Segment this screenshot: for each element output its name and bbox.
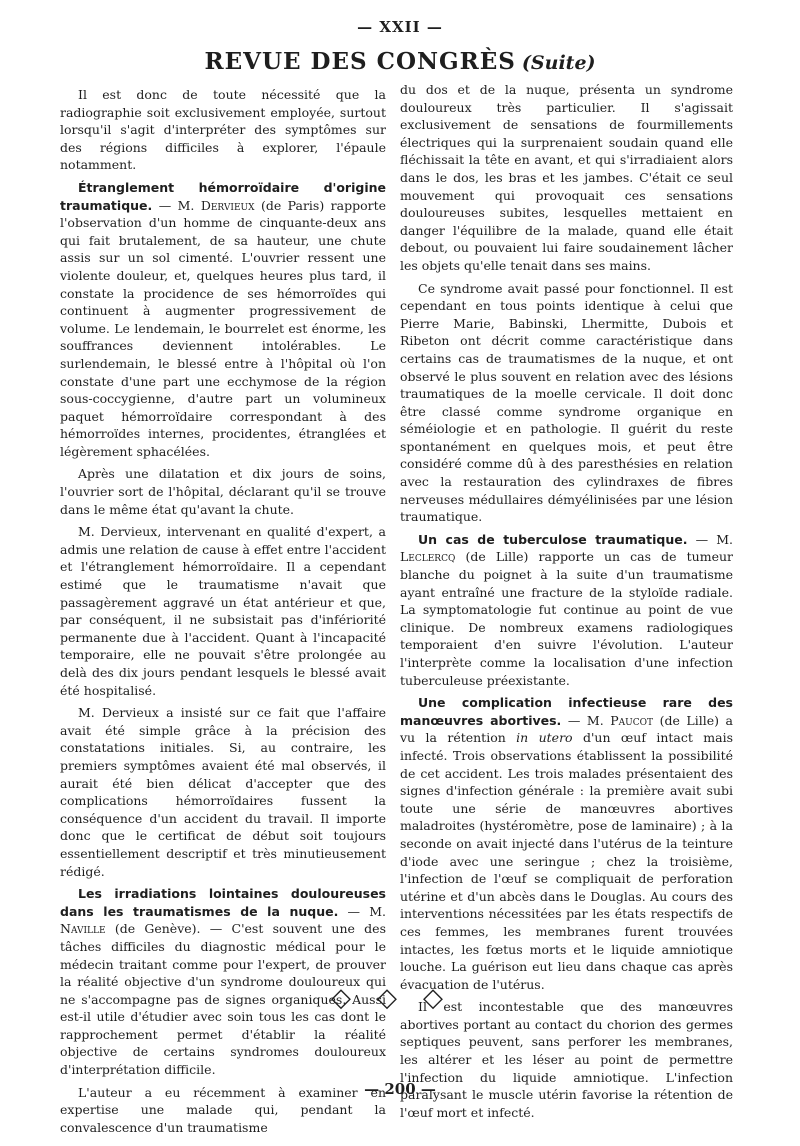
title-text: REVUE DES CONGRÈS <box>204 48 516 75</box>
paragraph: M. Dervieux a insisté sur ce fait que l'affaire avait été simple grâce à la précision des constatations initiales. Si, au contraire, les premiers symptômes avaient été mal observés, il aurait été bien délicat d'accepter que des complications hémorroïdaires fussent la conséquence d'un accident du travail. Il importe donc que le certificat de début soit toujours essentiellement descriptif et très minutieusement rédigé. <box>60 705 386 879</box>
author-paucot: Paucot <box>610 712 654 728</box>
page-roman-numeral: — XXII — <box>357 18 443 36</box>
paragraph-continued: du dos et de la nuque, présenta un syndrome douloureux très particulier. Il s'agissait exclusivement de sensations de fourmillements électriques qui la surprenaient soudain quand elle fléchissait la tête en avant, et qui s'irradiaient alors dans le dos, les bras et les jambes. C'était ce seul mouvement qui provoquait ces sensations douloureuses subites, lesquelles mettaient en danger l'équilibre de la malade, quand elle était debout, ou pouvaient lui faire soudainement lâcher les objets qu'elle tenait dans ses mains. <box>400 82 733 273</box>
paragraph: M. Dervieux, intervenant en qualité d'expert, a admis une relation de cause à effet entre l'accident et l'étranglement hémorroïdaire. Il a cependant estimé que le traumatisme n'avait que passagèrement aggravé un état antérieur et que, par conséquent, il ne subsistait pas d'infériorité permanente due à l'accident. Quant à l'incapacité temporaire, elle ne pouvait s'être prolongée au delà des dix jours pendant lesquels le blessé avait été hospitalisé. <box>60 524 386 698</box>
dash: — M. <box>561 712 611 728</box>
diamond-ornaments: ◇◇◇ <box>331 983 469 1013</box>
paragraph: L'auteur a eu récemment à examiner en expertise une malade qui, pendant la convalescence d'un traumatisme <box>60 1084 386 1135</box>
section-title-hemorroides: Étranglement hémorroïdaire d'origine traumatique. <box>60 179 386 213</box>
section-complication <box>400 694 733 993</box>
dash: — M. <box>687 531 733 547</box>
section-irradiations <box>60 885 386 1079</box>
section-title-irradiations: Les irradiations lointaines douloureuses dans les traumatismes de la nuque. <box>60 886 386 919</box>
paragraph: Après une dilatation et dix jours de soins, l'ouvrier sort de l'hôpital, déclarant qu'il se trouve dans le même état qu'avant la chute. <box>60 466 386 517</box>
paragraph-text: (de Paris) rapporte l'observation d'un homme de cinquante-deux ans qui fait brutalement, de sa hauteur, une chute assis sur un sol cimenté. L'ouvrier ressent une violente douleur, et, quelques heures plus tard, il constate la procidence de ses hémorroïdes qui continuent à augmenter progressivement de volume. Le lendemain, le bourrelet est énorme, les souffrances deviennent intolérables. Le surlendemain, le blessé entre à l'hôpital où l'on constate d'une part une ecchymose de la région sous-coccygienne, d'autre part un volumineux paquet hémorroïdaire correspondant à des hémorroïdes internes, procidentes, étranglées et légèrement sphacélées. <box>60 197 386 459</box>
right-column <box>400 81 733 1126</box>
paragraph-text: (de Lille) rapporte un cas de tumeur blanche du poignet à la suite d'un traumatisme ayant entraîné une fracture de la styloïde radiale. La symptomatologie fut continue au point de vue clinique. De nombreux examens radiologiques temporaient d'en suivre l'évolution. L'auteur l'interprète comme la localisation d'une infection tuberculeuse préexistante. <box>400 549 733 688</box>
page-number: — 200 — <box>364 1080 436 1098</box>
section-tuberculose <box>400 531 733 689</box>
author-dervieux: Dervieux <box>200 197 255 213</box>
section-hemorroides <box>60 179 386 461</box>
page-title <box>0 48 800 75</box>
author-leclercq: Leclercq <box>400 549 456 565</box>
paragraph-text: d'un œuf intact mais infecté. Trois observations établissent la possibilité de cet accident. Les trois malades présentaient des signes d'infection générale : la première avait subi toute une série de manœuvres abortives maladroites (hystéromètre, pose de laminaire) ; à la seconde on avait injecté dans l'utérus de la teinture d'iode avec une seringue ; chez la troisième, l'infection de l'œuf se compliquait de perforation utérine et d'un abcès dans le Douglas. Au cours des interventions nécessitées par les états respectifs de ces femmes, les membranes furent trouvées intactes, les fœtus morts et le liquide amniotique louche. La guérison eut lieu dans chaque cas après évacuation de l'utérus. <box>400 730 733 992</box>
paragraph-text: (de Lille) a vu la rétention <box>400 712 733 746</box>
intro-paragraph: Il est donc de toute nécessité que la radiographie soit exclusivement employée, surtout lorsqu'il s'agit d'interpréter des symptômes sur des régions difficiles à explorer, l'épaule notamment. <box>60 87 386 173</box>
paragraph-text: (de Genève). — C'est souvent une des tâches difficiles du diagnostic médical pour le médecin traitant comme pour l'expert, de prouver la réalité objective d'un syndrome douloureux qui ne s'accompagne pas de signes organiques. Aussi est-il utile d'étudier avec soin tous les cas dont le rapprochement permet d'établir la réalité objective de certains syndromes douloureux d'interprétation difficile. <box>60 921 386 1078</box>
section-title-tuberculose: Un cas de tuberculose traumatique. <box>418 531 688 547</box>
author-naville: Naville <box>60 921 106 937</box>
title-suite: (Suite) <box>521 52 596 74</box>
paragraph: Ce syndrome avait passé pour fonctionnel. Il est cependant en tous points identique à celui que Pierre Marie, Babinski, Lhermitte, Dubois et Ribeton ont décrit comme caractéristique dans certains cas de traumatismes de la nuque, et ont observé le plus souvent en relation avec des lésions traumatiques de la moelle cervicale. Il doit donc être classé comme syndrome organique en séméiologie et en pathologie. Il guérit du reste spontanément en quelques mois, et peut être considéré comme dû à des paresthésies en relation avec la restauration des cylindraxes de fibres nerveuses médullaires démyélinisées par une lésion traumatique. <box>400 280 733 525</box>
paragraph: Il est incontestable que des manœuvres abortives portant au contact du chorion des germes septiques peuvent, sans perforer les membranes, les altérer et les léser au point de permettre l'infection du liquide amniotique. L'infection paralysant le muscle utérin favorise la rétention de l'œuf mort et infecté. <box>400 999 733 1120</box>
dash: — M. <box>338 903 386 919</box>
in-utero: in utero <box>516 730 573 746</box>
dash: — M. <box>152 197 201 213</box>
section-title-complication: Une complication infectieuse rare des manœuvres abortives. <box>400 695 733 728</box>
